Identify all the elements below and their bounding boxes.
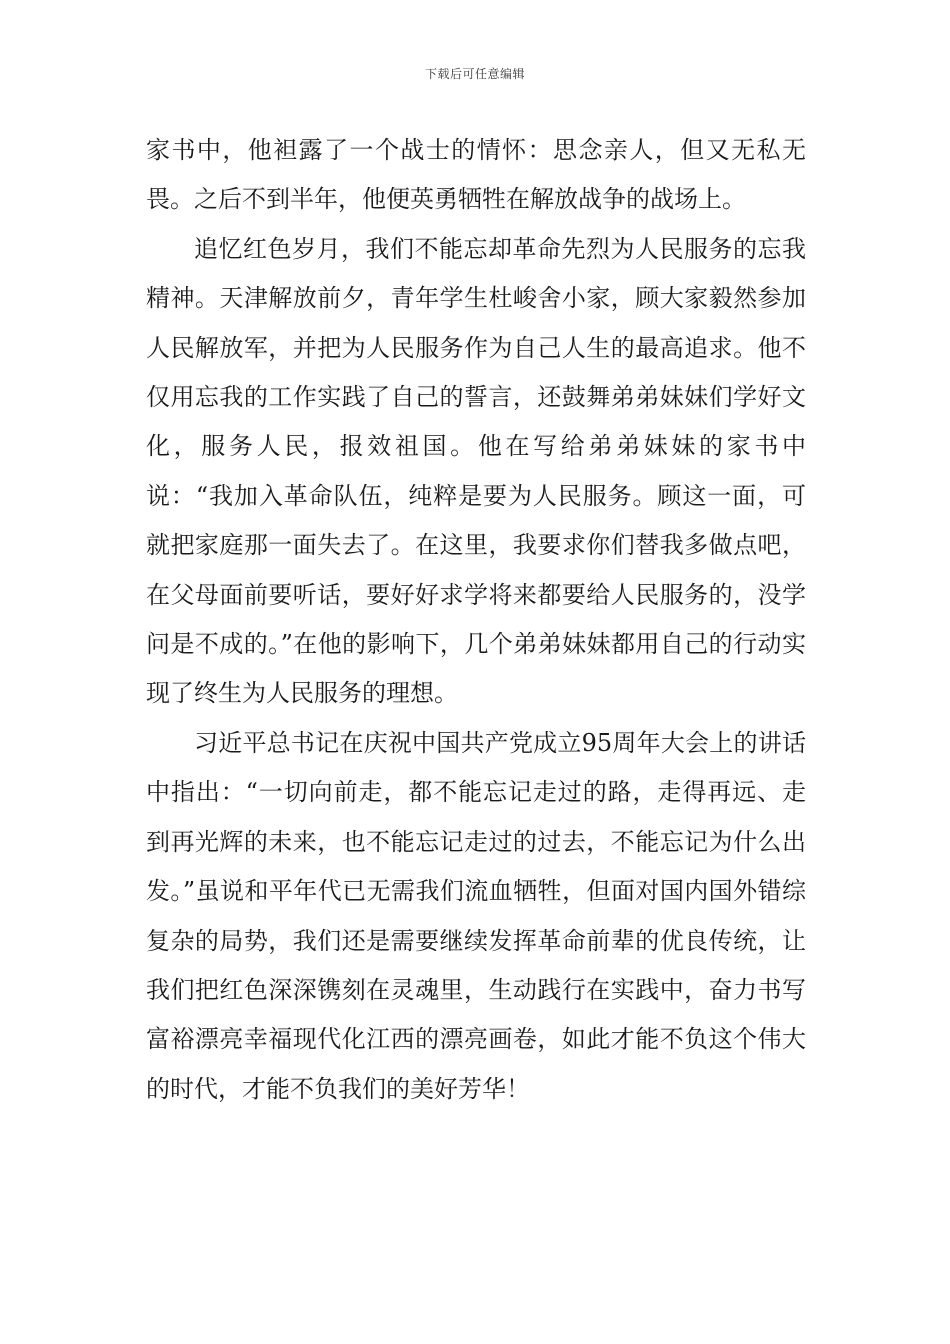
paragraph-2: 追忆红色岁月，我们不能忘却革命先烈为人民服务的忘我精神。天津解放前夕，青年学生杜峻舍小家，顾大家毅然参加人民解放军，并把为人民服务作为自己人生的最高追求。他不仅用忘我的工作实践了自己的誓言，还鼓舞弟弟妹妹们学好文化，服务人民，报效祖国。他在写给弟弟妹妹的家书中说：“我加入革命队伍，纯粹是要为人民服务。顾这一面，可就把家庭那一面失去了。在这里，我要求你们替我多做点吧，在父母面前要听话，要好好求学将来都要给人民服务的，没学问是不成的。”在他的影响下，几个弟弟妹妹都用自己的行动实现了终生为人民服务的理想。 xyxy=(146,234,806,708)
page-header-note: 下载后可任意编辑 xyxy=(424,67,525,81)
document-body xyxy=(146,126,806,1114)
paragraph-1: 家书中，他袒露了一个战士的情怀：思念亲人，但又无私无畏。之后不到半年，他便英勇牺牲在解放战争的战场上。 xyxy=(146,136,806,214)
paragraph-3: 习近平总书记在庆祝中国共产党成立95周年大会上的讲话中指出：“一切向前走，都不能忘记走过的路，走得再远、走到再光辉的未来，也不能忘记走过的过去，不能忘记为什么出发。”虽说和平年代已无需我们流血牺牲，但面对国内国外错综复杂的局势，我们还是需要继续发挥革命前辈的优良传统，让我们把红色深深镌刻在灵魂里，生动践行在实践中，奋力书写富裕漂亮幸福现代化江西的漂亮画卷，如此才能不负这个伟大的时代，才能不负我们的美好芳华！ xyxy=(146,728,806,1103)
